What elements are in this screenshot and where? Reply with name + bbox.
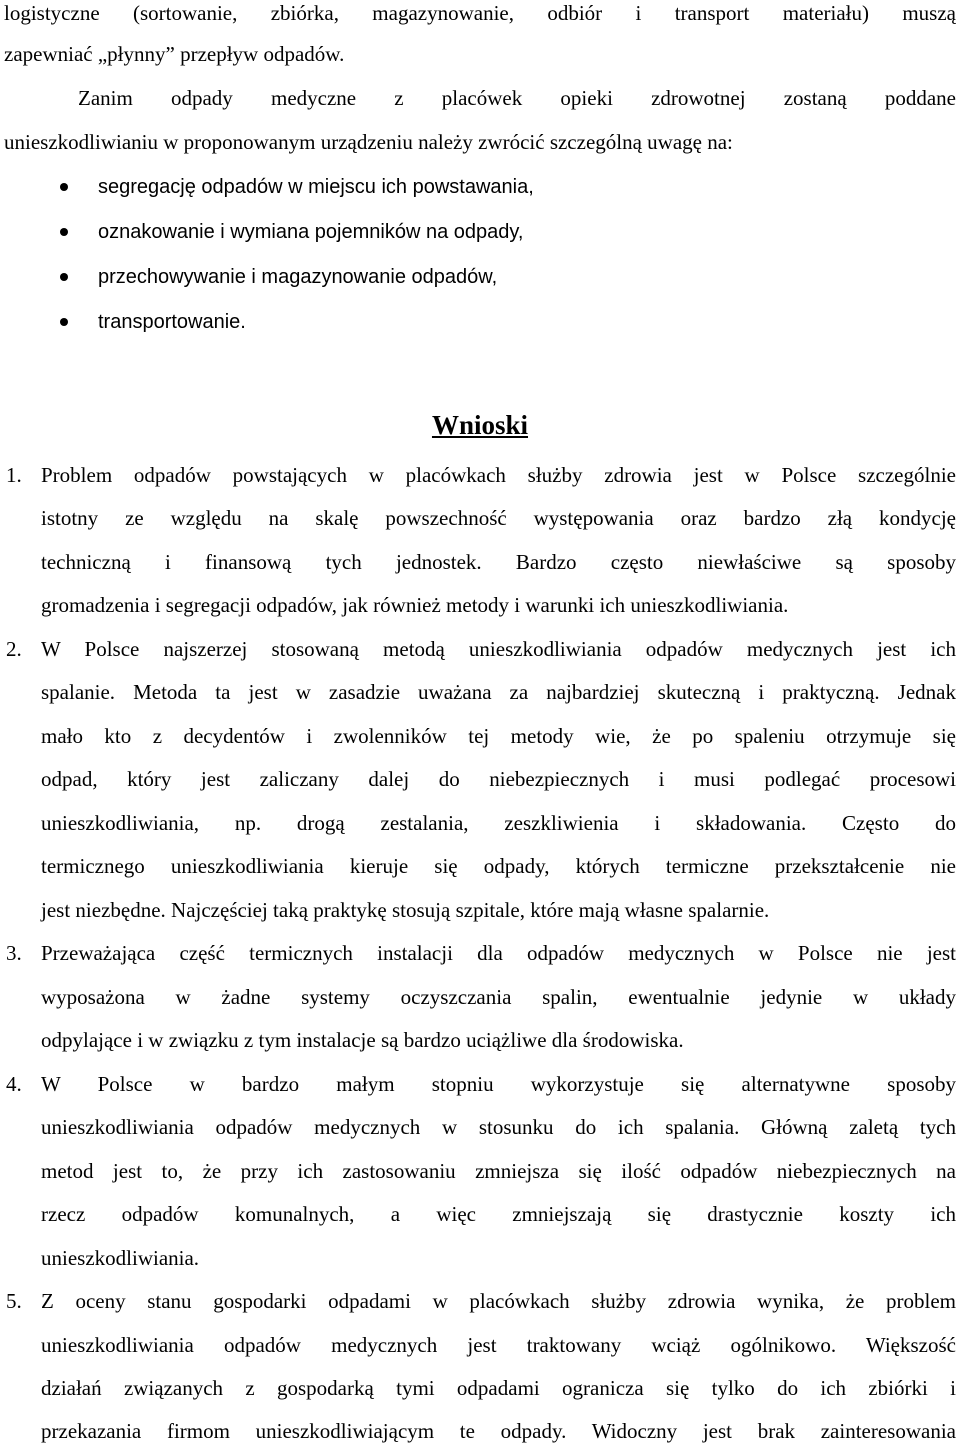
item-line: W Polsce w bardzo małym stopniu wykorzystuje się alternatywne sposoby [41,1072,956,1096]
item-line: jest niezbędne. Najczęściej taką praktykę stosują szpitale, które mają własne spalarnie. [41,898,770,922]
bullet-text: transportowanie. [98,311,246,333]
item-line: unieszkodliwiania odpadów medycznych w stosunku do ich spalania. Główną zaletą tych [41,1115,956,1139]
item-line: odpad, który jest zaliczany dalej do niebezpiecznych i musi podlegać procesowi [41,767,956,791]
item-number: 3. [6,941,22,965]
bullet-icon [60,318,68,326]
item-line: metod jest to, że przy ich zastosowaniu zmniejsza się ilość odpadów niebezpiecznych na [41,1159,956,1183]
section-heading: Wnioski [431,410,529,440]
item-number: 5. [6,1289,22,1313]
bullet-icon [60,183,68,191]
item-line: techniczną i finansową tych jednostek. Bardzo często niewłaściwe są sposoby [41,550,956,574]
item-line: Przeważająca część termicznych instalacji dla odpadów medycznych w Polsce nie jest [41,941,956,965]
item-line: mało kto z decydentów i zwolenników tej metody wie, że po spaleniu otrzymuje się [41,724,956,748]
item-line: gromadzenia i segregacji odpadów, jak również metody i warunki ich unieszkodliwiania. [41,593,789,617]
bullet-text: przechowywanie i magazynowanie odpadów, [98,266,498,288]
item-line: rzecz odpadów komunalnych, a więc zmniejszają się drastycznie koszty ich [41,1202,956,1226]
item-line: spalanie. Metoda ta jest w zasadzie uważana za najbardziej skuteczną i praktyczną. Jednak [41,680,956,704]
item-line: istotny ze względu na skalę powszechność występowania oraz bardzo złą kondycję [41,506,956,530]
intro-line: logistyczne (sortowanie, zbiórka, magazynowanie, odbiór i transport materiału) muszą [4,1,956,25]
item-line: odpylające i w związku z tym instalacje są bardzo uciążliwe dla środowiska. [41,1028,684,1052]
item-line: unieszkodliwiania. [41,1246,200,1270]
bullet-text: segregację odpadów w miejscu ich powstawania, [98,176,534,198]
item-line: Z oceny stanu gospodarki odpadami w placówkach służby zdrowia wynika, że problem [41,1289,956,1313]
intro-line: Zanim odpady medyczne z placówek opieki zdrowotnej zostaną poddane [78,86,956,110]
intro-line: zapewniać „płynny” przepływ odpadów. [4,42,345,66]
item-line: W Polsce najszerzej stosowaną metodą unieszkodliwiania odpadów medycznych jest ich [41,637,956,661]
item-line: unieszkodliwiania, np. drogą zestalania, zeszkliwienia i składowania. Często do [41,811,956,835]
bullet-icon [60,273,68,281]
item-line: wyposażona w żadne systemy oczyszczania spalin, ewentualnie jedynie w układy [41,985,956,1009]
intro-line: unieszkodliwianiu w proponowanym urządzeniu należy zwrócić szczególną uwagę na: [4,130,733,154]
bullet-icon [60,228,68,236]
item-line: działań związanych z gospodarką tymi odpadami ogranicza się tylko do ich zbiórki i [41,1376,956,1400]
item-line: przekazania firmom unieszkodliwiającym te odpady. Widoczny jest brak zainteresowania [41,1419,956,1443]
item-line: unieszkodliwiania odpadów medycznych jest traktowany wciąż ogólnikowo. Większość [41,1333,956,1357]
item-number: 1. [6,463,22,487]
item-number: 4. [6,1072,22,1096]
item-line: termicznego unieszkodliwiania kieruje się odpady, których termiczne przekształcenie nie [41,854,956,878]
bullet-text: oznakowanie i wymiana pojemników na odpady, [98,221,524,243]
item-line: Problem odpadów powstających w placówkach służby zdrowia jest w Polsce szczególnie [41,463,956,487]
item-number: 2. [6,637,22,661]
